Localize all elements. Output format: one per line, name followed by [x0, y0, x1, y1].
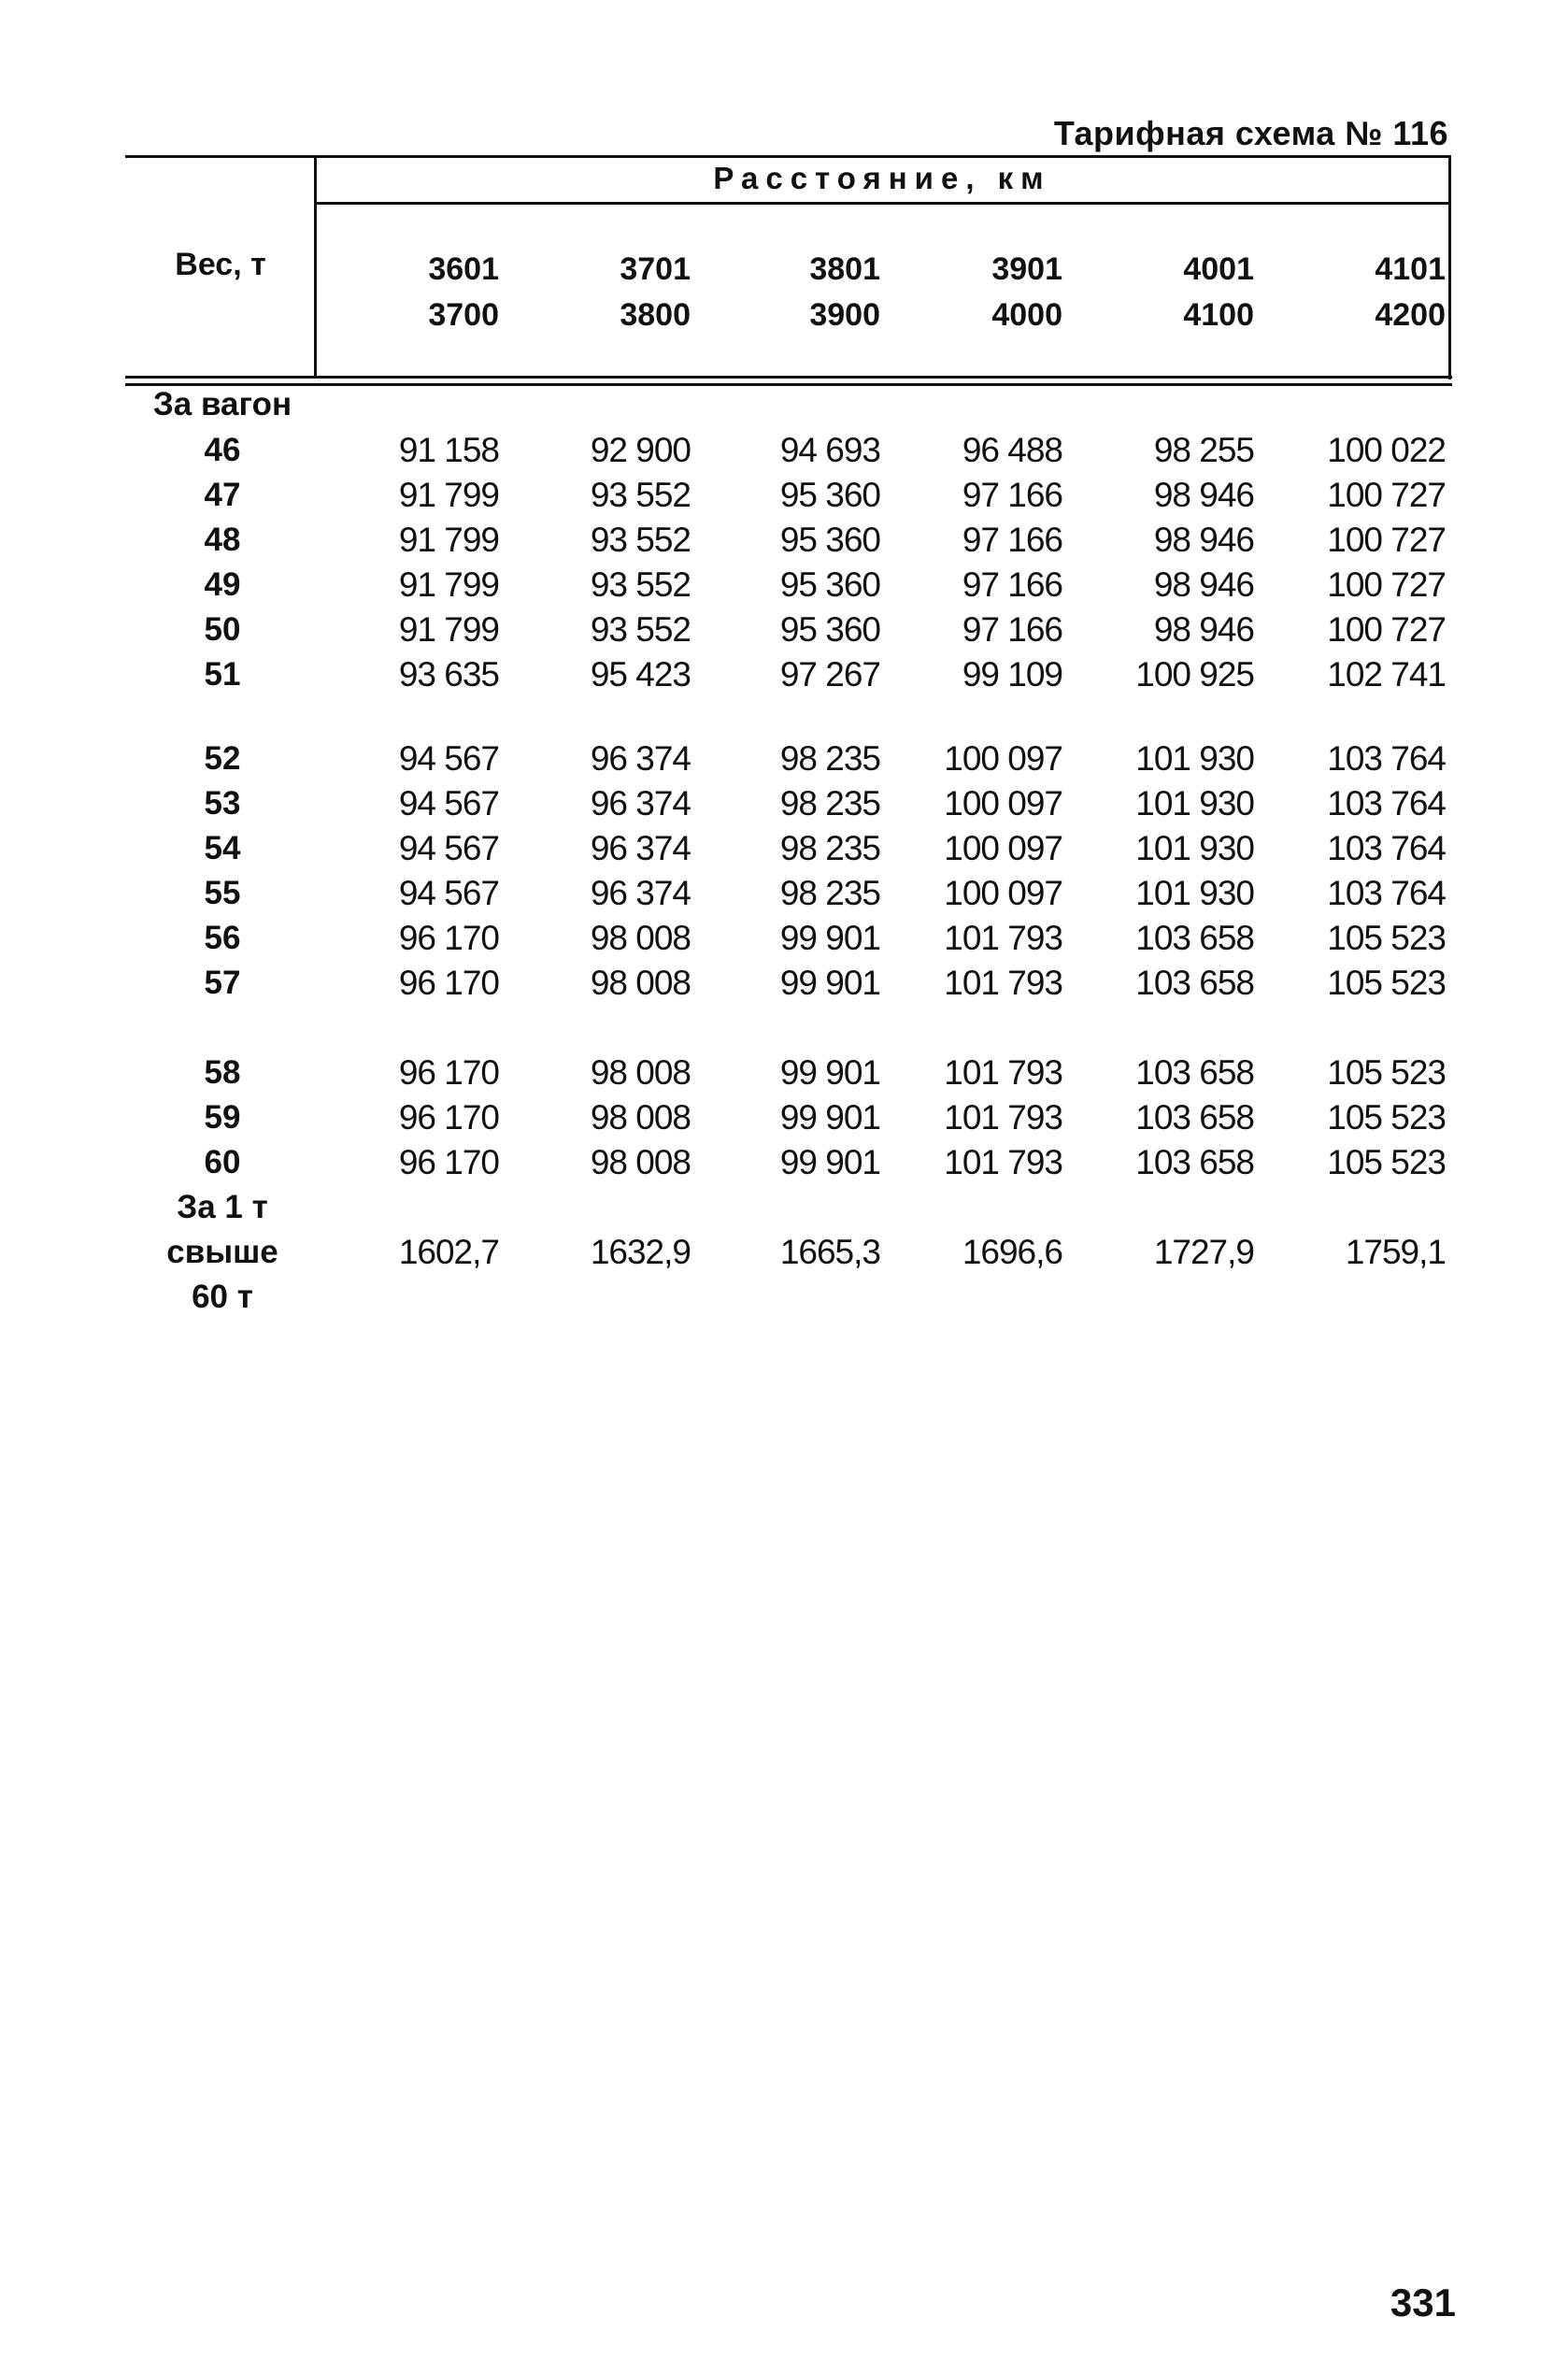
- cell-value: 97 267: [779, 655, 880, 694]
- per-ton-label-line-3: 60 т: [192, 1279, 253, 1315]
- cell-value: 98 008: [590, 1098, 691, 1137]
- cell-value: 100 727: [1327, 476, 1446, 514]
- cell-value: 95 360: [779, 521, 880, 559]
- cell-value: 105 523: [1327, 1143, 1446, 1181]
- table-row: [0, 1051, 1568, 1095]
- cell-value: 94 567: [398, 874, 499, 912]
- range-from: 3801: [809, 251, 880, 287]
- cell-value: 1759,1: [1345, 1233, 1446, 1271]
- cell-value: 1602,7: [398, 1233, 499, 1271]
- cell-value: 99 901: [779, 1098, 880, 1137]
- cell-value: 100 727: [1327, 521, 1446, 559]
- row-weight: 60: [204, 1144, 241, 1180]
- cell-value: 96 374: [590, 784, 691, 822]
- header-top-rule: [125, 155, 1450, 158]
- cell-value: 100 097: [944, 874, 1062, 912]
- cell-value: 103 764: [1327, 829, 1446, 867]
- table-row: [0, 826, 1568, 871]
- cell-value: 99 901: [779, 964, 880, 1002]
- range-header-6: [1315, 247, 1446, 338]
- cell-value: 96 170: [398, 1053, 499, 1092]
- cell-value: 105 523: [1327, 1098, 1446, 1137]
- range-header-3: [749, 247, 880, 338]
- table-row: [0, 563, 1568, 608]
- cell-value: 95 360: [779, 476, 880, 514]
- cell-value: 100 097: [944, 784, 1062, 822]
- cell-value: 96 374: [590, 874, 691, 912]
- range-from: 3901: [991, 251, 1062, 287]
- cell-value: 101 930: [1135, 829, 1254, 867]
- cell-value: 98 235: [779, 739, 880, 778]
- weight-column-header: Вес, т: [175, 247, 266, 282]
- cell-value: 98 235: [779, 829, 880, 867]
- page-number: 331: [1390, 2281, 1456, 2324]
- row-weight: 50: [204, 611, 241, 648]
- cell-value: 105 523: [1327, 1053, 1446, 1092]
- table-row-per-ton: [0, 1230, 1568, 1275]
- range-from: 3601: [428, 251, 499, 287]
- cell-value: 94 567: [398, 829, 499, 867]
- range-to: 4100: [1183, 297, 1254, 333]
- cell-value: 101 793: [944, 1143, 1062, 1181]
- cell-value: 98 946: [1153, 610, 1254, 649]
- cell-value: 99 901: [779, 1143, 880, 1181]
- cell-value: 103 658: [1135, 1053, 1254, 1092]
- cell-value: 103 764: [1327, 874, 1446, 912]
- cell-value: 100 097: [944, 739, 1062, 778]
- row-weight: 56: [204, 920, 241, 956]
- table-row: [0, 428, 1568, 473]
- distance-under-rule: [314, 202, 1450, 205]
- range-from: 3701: [620, 251, 691, 287]
- cell-value: 98 008: [590, 964, 691, 1002]
- cell-value: 105 523: [1327, 964, 1446, 1002]
- cell-value: 96 488: [962, 431, 1062, 469]
- cell-value: 1632,9: [590, 1233, 691, 1271]
- row-weight: 53: [204, 785, 241, 822]
- range-header-2: [560, 247, 691, 338]
- cell-value: 95 423: [590, 655, 691, 694]
- table-row: [0, 737, 1568, 781]
- cell-value: 95 360: [779, 610, 880, 649]
- cell-value: 1665,3: [779, 1233, 880, 1271]
- cell-value: 91 799: [398, 610, 499, 649]
- table-row: [0, 1140, 1568, 1185]
- cell-value: 105 523: [1327, 919, 1446, 957]
- cell-value: 97 166: [962, 521, 1062, 559]
- cell-value: 94 693: [779, 431, 880, 469]
- table-row: [0, 1095, 1568, 1140]
- header-bottom-rule-1: [125, 376, 1452, 379]
- table-row: [0, 518, 1568, 563]
- row-weight: 52: [204, 740, 241, 777]
- cell-value: 98 946: [1153, 476, 1254, 514]
- row-weight: 55: [204, 875, 241, 911]
- range-from: 4101: [1375, 251, 1446, 287]
- cell-value: 93 552: [590, 610, 691, 649]
- header-right-border: [1448, 155, 1451, 379]
- cell-value: 96 170: [398, 919, 499, 957]
- cell-value: 93 552: [590, 521, 691, 559]
- cell-value: 99 109: [962, 655, 1062, 694]
- cell-value: 101 930: [1135, 739, 1254, 778]
- cell-value: 102 741: [1327, 655, 1446, 694]
- cell-value: 98 235: [779, 874, 880, 912]
- cell-value: 98 008: [590, 919, 691, 957]
- per-ton-label-line-1: За 1 т: [177, 1189, 268, 1225]
- cell-value: 92 900: [590, 431, 691, 469]
- cell-value: 93 552: [590, 565, 691, 604]
- cell-value: 96 170: [398, 1143, 499, 1181]
- cell-value: 94 567: [398, 784, 499, 822]
- cell-value: 94 567: [398, 739, 499, 778]
- table-row: [0, 871, 1568, 916]
- cell-value: 98 946: [1153, 565, 1254, 604]
- cell-value: 101 793: [944, 919, 1062, 957]
- cell-value: 99 901: [779, 919, 880, 957]
- table-row: [0, 652, 1568, 697]
- cell-value: 93 552: [590, 476, 691, 514]
- cell-value: 98 255: [1153, 431, 1254, 469]
- cell-value: 103 658: [1135, 1143, 1254, 1181]
- range-to: 4200: [1375, 297, 1446, 333]
- table-row: [0, 916, 1568, 961]
- section-label-per-wagon: За вагон: [152, 386, 292, 422]
- cell-value: 100 022: [1327, 431, 1446, 469]
- range-header-5: [1123, 247, 1254, 338]
- table-row: [0, 961, 1568, 1006]
- row-weight: 57: [204, 965, 241, 1001]
- range-to: 3800: [620, 297, 691, 333]
- cell-value: 97 166: [962, 565, 1062, 604]
- range-to: 3700: [428, 297, 499, 333]
- cell-value: 98 008: [590, 1143, 691, 1181]
- range-to: 3900: [809, 297, 880, 333]
- cell-value: 98 946: [1153, 521, 1254, 559]
- cell-value: 103 764: [1327, 739, 1446, 778]
- row-weight: 54: [204, 830, 241, 866]
- cell-value: 91 799: [398, 476, 499, 514]
- cell-value: 95 360: [779, 565, 880, 604]
- cell-value: 96 170: [398, 1098, 499, 1137]
- row-weight: 51: [204, 656, 241, 693]
- range-header-4: [932, 247, 1062, 338]
- cell-value: 96 170: [398, 964, 499, 1002]
- row-weight: 58: [204, 1054, 241, 1091]
- cell-value: 101 930: [1135, 784, 1254, 822]
- row-weight: 46: [204, 432, 241, 468]
- header-bottom-rule-2: [125, 383, 1452, 386]
- cell-value: 100 097: [944, 829, 1062, 867]
- cell-value: 98 235: [779, 784, 880, 822]
- scheme-title: Тарифная схема № 116: [1053, 114, 1448, 152]
- table-row: [0, 473, 1568, 518]
- cell-value: 103 764: [1327, 784, 1446, 822]
- cell-value: 101 793: [944, 1053, 1062, 1092]
- per-ton-label-line-2: свыше: [166, 1234, 278, 1270]
- row-weight: 48: [204, 522, 241, 558]
- cell-value: 96 374: [590, 739, 691, 778]
- range-from: 4001: [1183, 251, 1254, 287]
- cell-value: 103 658: [1135, 919, 1254, 957]
- cell-value: 97 166: [962, 476, 1062, 514]
- cell-value: 100 727: [1327, 565, 1446, 604]
- cell-value: 97 166: [962, 610, 1062, 649]
- cell-value: 99 901: [779, 1053, 880, 1092]
- cell-value: 98 008: [590, 1053, 691, 1092]
- range-to: 4000: [991, 297, 1062, 333]
- cell-value: 103 658: [1135, 1098, 1254, 1137]
- cell-value: 93 635: [398, 655, 499, 694]
- cell-value: 1727,9: [1153, 1233, 1254, 1271]
- row-weight: 49: [204, 566, 241, 603]
- range-header-1: [368, 247, 499, 338]
- cell-value: 100 727: [1327, 610, 1446, 649]
- cell-value: 91 799: [398, 521, 499, 559]
- cell-value: 91 799: [398, 565, 499, 604]
- table-row: [0, 781, 1568, 826]
- cell-value: 91 158: [398, 431, 499, 469]
- table-row: [0, 608, 1568, 652]
- cell-value: 101 793: [944, 1098, 1062, 1137]
- row-weight: 47: [204, 477, 241, 513]
- cell-value: 101 930: [1135, 874, 1254, 912]
- cell-value: 103 658: [1135, 964, 1254, 1002]
- cell-value: 100 925: [1135, 655, 1254, 694]
- cell-value: 96 374: [590, 829, 691, 867]
- cell-value: 101 793: [944, 964, 1062, 1002]
- distance-header: Расстояние, км: [713, 161, 1051, 195]
- row-weight: 59: [204, 1099, 241, 1136]
- cell-value: 1696,6: [962, 1233, 1062, 1271]
